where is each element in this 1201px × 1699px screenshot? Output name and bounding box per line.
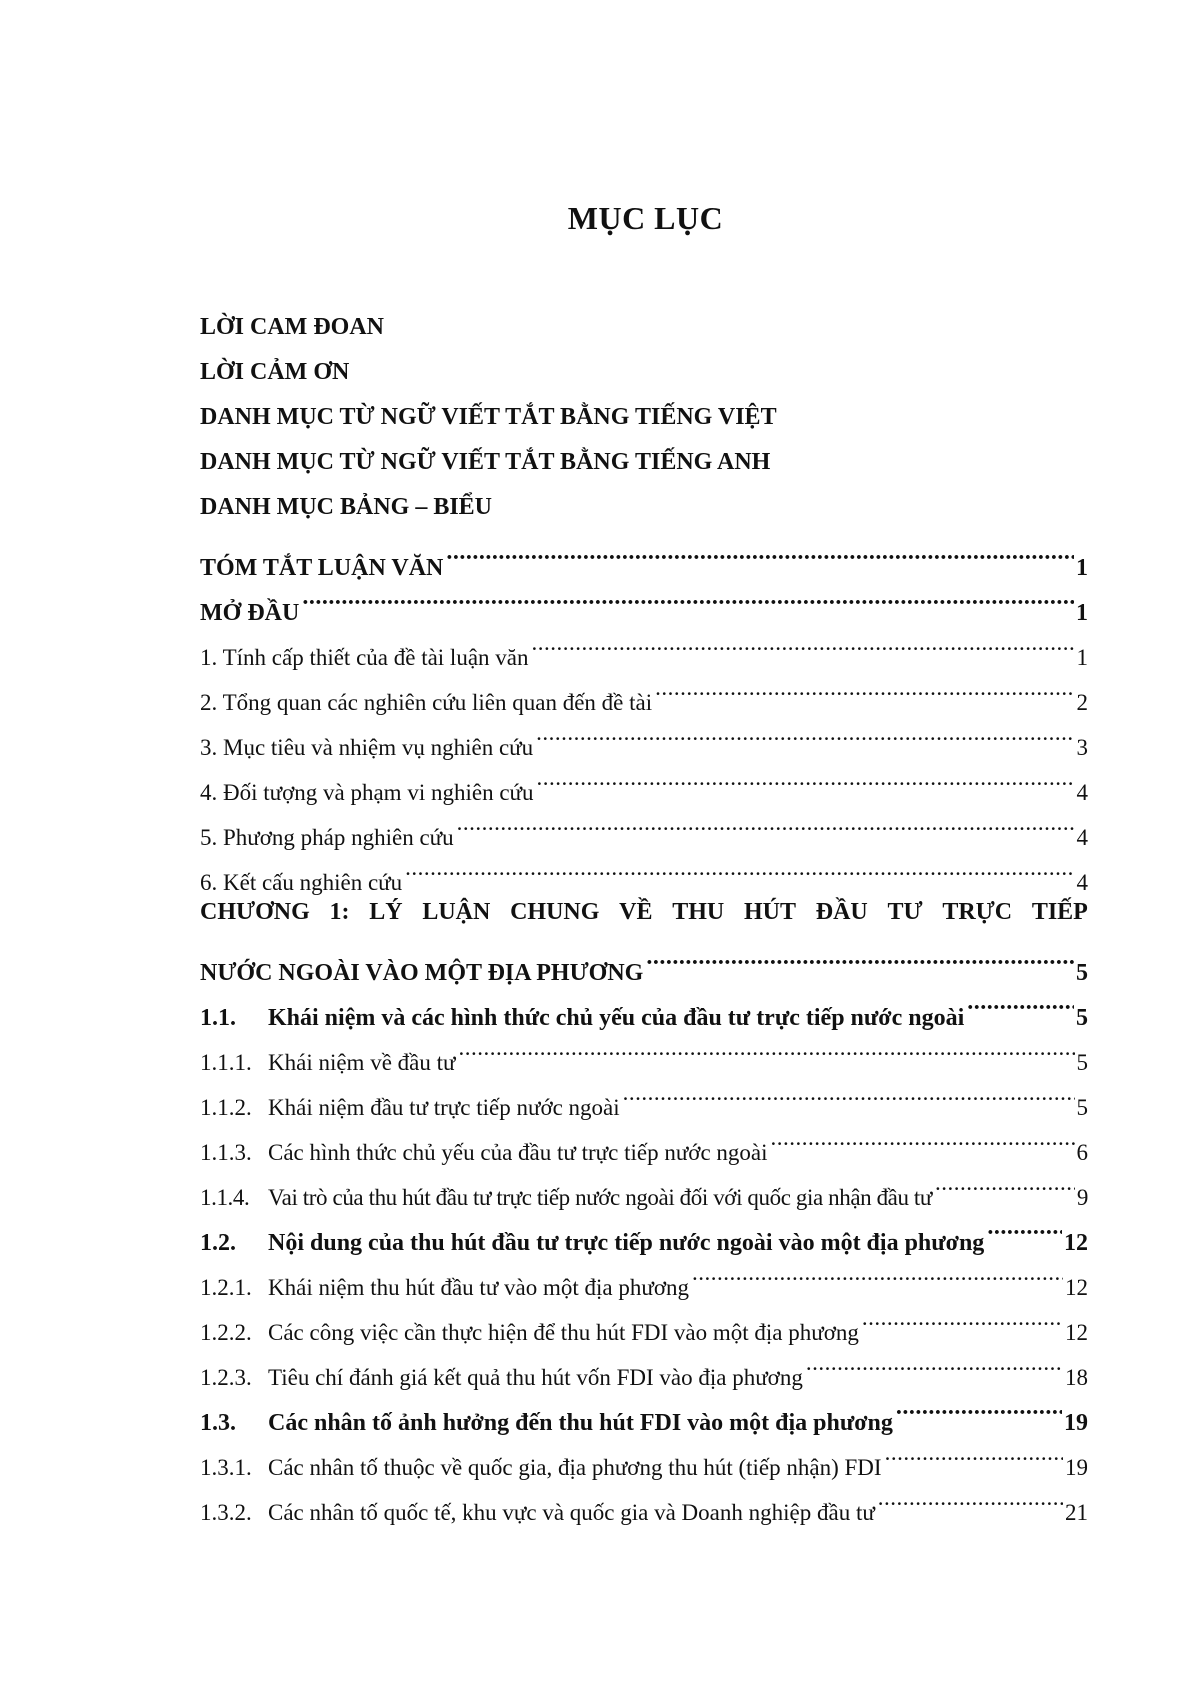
toc-entry-label: LỜI CAM ĐOAN — [200, 314, 384, 340]
toc-entry-label: 1. Tính cấp thiết của đề tài luận văn — [200, 645, 529, 670]
toc-entry-label: 4. Đối tượng và phạm vi nghiên cứu — [200, 780, 534, 805]
toc-page-number: 1 — [1076, 600, 1088, 626]
heading-word: ĐẦU — [815, 899, 868, 925]
heading-word: VỀ — [619, 899, 653, 925]
section-title: Các công việc cần thực hiện để thu hút FDI vào một địa phương — [268, 1320, 859, 1345]
toc-entry-label: NƯỚC NGOÀI VÀO MỘT ĐỊA PHƯƠNG — [200, 960, 644, 986]
toc-page-number: 6 — [1076, 1140, 1088, 1165]
toc-page-number: 12 — [1064, 1230, 1088, 1256]
toc-page-number: 4 — [1076, 825, 1088, 850]
section-number: 1.2.3. — [200, 1365, 252, 1390]
toc-entry-introduction[interactable] — [200, 575, 1088, 626]
heading-word: LUẬN — [422, 899, 491, 925]
toc-page-number: 19 — [1064, 1410, 1088, 1436]
section-number: 1.3.2. — [200, 1500, 252, 1525]
section-number: 1.1.4. — [200, 1185, 250, 1210]
section-title: Khái niệm và các hình thức chủ yếu của đầu tư trực tiếp nước ngoài — [268, 1005, 965, 1031]
heading-word: THU — [672, 899, 725, 925]
heading-word: TRỰC — [942, 899, 1013, 925]
section-title: Các nhân tố thuộc về quốc gia, địa phương thu hút (tiếp nhận) FDI — [268, 1455, 882, 1480]
page-title: MỤC LỤC — [567, 200, 724, 236]
toc-entry-label — [200, 1130, 768, 1175]
section-title: Các hình thức chủ yếu của đầu tư trực tiếp nước ngoài — [268, 1140, 768, 1165]
toc-page-number: 18 — [1065, 1365, 1088, 1390]
dot-leader — [771, 1115, 1075, 1160]
dot-leader — [987, 1205, 1062, 1250]
dot-leader — [692, 1250, 1063, 1295]
section-number: 1.3. — [200, 1410, 236, 1436]
dot-leader — [862, 1295, 1063, 1340]
toc-page-number: 5 — [1076, 1050, 1088, 1075]
toc-entry-label — [200, 1490, 875, 1535]
toc-entry-loi-cam-on[interactable] — [200, 350, 1088, 395]
heading-word: HÚT — [743, 899, 796, 925]
toc-page-number: 21 — [1065, 1500, 1088, 1525]
heading-word: 1: — [329, 899, 350, 925]
section-number: 1.2.2. — [200, 1320, 252, 1345]
dot-leader — [623, 1070, 1075, 1115]
dot-leader — [446, 530, 1074, 575]
toc-entry-label: DANH MỤC TỪ NGỮ VIẾT TẮT BẰNG TIẾNG VIỆT — [200, 404, 777, 430]
toc-entry-label: 3. Mục tiêu và nhiệm vụ nghiên cứu — [200, 735, 534, 760]
section-title: Tiêu chí đánh giá kết quả thu hút vốn FDI vào địa phương — [268, 1365, 803, 1390]
dot-leader — [935, 1160, 1075, 1205]
toc-page-number: 5 — [1076, 1005, 1088, 1031]
toc-entry-label: TÓM TẮT LUẬN VĂN — [200, 555, 444, 581]
heading-word: TƯ — [887, 899, 923, 925]
toc-entry-label: 6. Kết cấu nghiên cứu — [200, 870, 403, 895]
toc-entry-abbreviations-vietnamese[interactable] — [200, 395, 1088, 440]
section-number: 1.1. — [200, 1005, 236, 1031]
toc-page-number: 1 — [1076, 645, 1088, 670]
dot-leader — [655, 665, 1074, 710]
heading-word: LÝ — [369, 899, 403, 925]
dot-leader — [896, 1385, 1062, 1430]
chapter-heading-line — [200, 890, 1088, 935]
dot-leader — [457, 800, 1075, 845]
dot-leader — [536, 710, 1074, 755]
section-title: Các nhân tố ảnh hưởng đến thu hút FDI vào một địa phương — [268, 1410, 893, 1436]
toc-page-number: 4 — [1076, 870, 1088, 895]
section-number: 1.1.3. — [200, 1140, 252, 1165]
toc-chapter-1-line-1[interactable] — [200, 890, 1088, 935]
section-title: Vai trò của thu hút đầu tư trực tiếp nước ngoài đối với quốc gia nhận đầu tư — [268, 1185, 932, 1210]
toc-entry-label: 2. Tổng quan các nghiên cứu liên quan đến đề tài — [200, 690, 653, 715]
toc-entry-label — [200, 1265, 689, 1310]
dot-leader — [878, 1475, 1063, 1520]
toc-entry-label — [200, 1085, 620, 1130]
toc-page-number: 12 — [1065, 1320, 1088, 1345]
toc-page-number: 5 — [1076, 960, 1088, 986]
section-number: 1.1.1. — [200, 1050, 252, 1075]
toc-entry-label: DANH MỤC BẢNG – BIỂU — [200, 494, 493, 520]
heading-word: CHUNG — [510, 899, 600, 925]
toc-page-number: 1 — [1076, 555, 1088, 581]
toc-entry-list-of-tables[interactable] — [200, 485, 1088, 530]
dot-leader — [885, 1430, 1063, 1475]
dot-leader — [537, 755, 1075, 800]
section-title: Các nhân tố quốc tế, khu vực và quốc gia và Doanh nghiệp đầu tư — [268, 1500, 875, 1525]
toc-entry-loi-cam-doan[interactable] — [200, 305, 1088, 350]
toc-page-number: 5 — [1076, 1095, 1088, 1120]
toc-entry-label — [200, 1175, 932, 1220]
section-title: Nội dung của thu hút đầu tư trực tiếp nước ngoài vào một địa phương — [268, 1230, 985, 1256]
toc-page-number: 12 — [1065, 1275, 1088, 1300]
table-of-contents — [200, 305, 1088, 1525]
heading-word: TIẾP — [1031, 899, 1088, 925]
dot-leader — [806, 1340, 1063, 1385]
toc-page-number: 19 — [1065, 1455, 1088, 1480]
toc-entry-label — [200, 1401, 893, 1446]
section-title: Khái niệm thu hút đầu tư vào một địa phương — [268, 1275, 690, 1300]
section-number: 1.3.1. — [200, 1455, 252, 1480]
toc-entry-label: 5. Phương pháp nghiên cứu — [200, 825, 454, 850]
heading-word: CHƯƠNG — [200, 899, 310, 925]
toc-entry-label — [200, 1445, 882, 1490]
dot-leader — [967, 980, 1074, 1025]
toc-chapter-1-line-2[interactable] — [200, 935, 1088, 986]
toc-entry-label — [200, 1355, 803, 1400]
dot-leader — [302, 575, 1074, 620]
toc-page-number: 4 — [1076, 780, 1088, 805]
toc-entry-summary[interactable] — [200, 530, 1088, 581]
dot-leader — [646, 935, 1074, 980]
toc-page-number: 2 — [1076, 690, 1088, 715]
toc-entry-label — [200, 1040, 455, 1085]
dot-leader — [532, 620, 1075, 665]
toc-page-number: 3 — [1076, 735, 1088, 760]
toc-entry-label — [200, 1310, 859, 1355]
toc-entry-label: LỜI CẢM ƠN — [200, 359, 350, 385]
dot-leader — [458, 1025, 1074, 1070]
toc-entry[interactable] — [200, 620, 1088, 670]
section-number: 1.2.1. — [200, 1275, 252, 1300]
section-number: 1.1.2. — [200, 1095, 252, 1120]
dot-leader — [405, 845, 1074, 890]
toc-page-number: 9 — [1076, 1185, 1088, 1210]
toc-entry-label: DANH MỤC TỪ NGỮ VIẾT TẮT BẰNG TIẾNG ANH — [200, 449, 771, 475]
section-title: Khái niệm đầu tư trực tiếp nước ngoài — [268, 1095, 620, 1120]
section-number: 1.2. — [200, 1230, 236, 1256]
toc-entry-abbreviations-english[interactable] — [200, 440, 1088, 485]
section-title: Khái niệm về đầu tư — [268, 1050, 456, 1075]
toc-entry-label: MỞ ĐẦU — [200, 600, 300, 626]
